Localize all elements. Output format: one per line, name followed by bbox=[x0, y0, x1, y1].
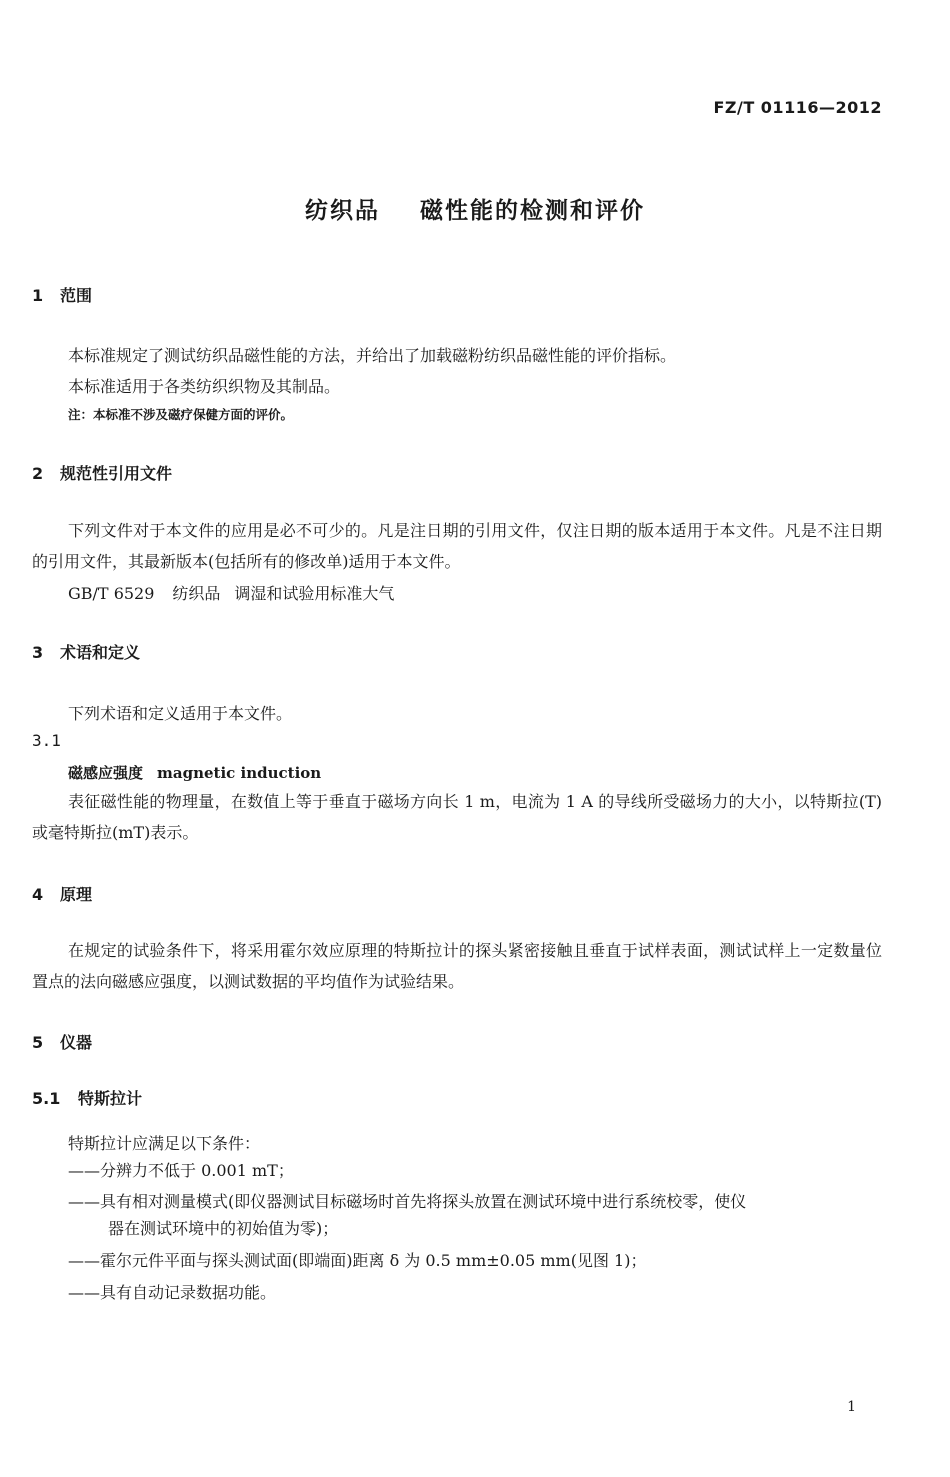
subsection-3-1-number: 3.1 bbox=[32, 731, 61, 750]
section-1-number: 1 bbox=[32, 286, 44, 305]
reference-code: GB/T 6529 bbox=[68, 584, 155, 603]
section-4-number: 4 bbox=[32, 885, 44, 904]
section-2-paragraph: 下列文件对于本文件的应用是必不可少的。凡是注日期的引用文件，仅注日期的版本适用于本文件。凡是不注日期的引用文件，其最新版本(包括所有的修改单)适用于本文件。 bbox=[32, 521, 882, 571]
term-definition: 表征磁性能的物理量，在数值上等于垂直于磁场方向长 1 m，电流为 1 A 的导线所受磁场力的大小，以特斯拉(T)或毫特斯拉(mT)表示。 bbox=[32, 792, 882, 842]
document-title bbox=[0, 192, 950, 225]
section-3-title: 术语和定义 bbox=[60, 643, 141, 662]
requirement-item-2-continued: 器在测试环境中的初始值为零)； bbox=[108, 1219, 339, 1238]
normative-reference bbox=[68, 581, 394, 604]
section-2-heading bbox=[32, 461, 172, 484]
section-3-heading bbox=[32, 640, 140, 663]
section-4-paragraph: 在规定的试验条件下，将采用霍尔效应原理的特斯拉计的探头紧密接触且垂直于试样表面，测试试样上一定数量位置点的法向磁感应强度，以测试数据的平均值作为试验结果。 bbox=[32, 941, 882, 991]
requirements-intro: 特斯拉计应满足以下条件： bbox=[68, 1134, 261, 1153]
title-part-2: 磁性能的检测和评价 bbox=[420, 198, 645, 224]
section-4-heading bbox=[32, 882, 92, 905]
requirement-item-1: ——分辨力不低于 0.001 mT； bbox=[68, 1161, 294, 1180]
section-1-heading bbox=[32, 283, 92, 306]
section-4-title: 原理 bbox=[60, 885, 93, 904]
page-number: 1 bbox=[847, 1399, 856, 1415]
section-2-number: 2 bbox=[32, 464, 44, 483]
subsection-5-1-title: 特斯拉计 bbox=[78, 1089, 143, 1108]
section-2-title: 规范性引用文件 bbox=[60, 464, 173, 483]
subsection-5-1-number: 5.1 bbox=[32, 1089, 61, 1108]
title-part-1: 纺织品 bbox=[305, 198, 380, 224]
standard-code: FZ/T 01116—2012 bbox=[713, 98, 882, 117]
section-5-title: 仪器 bbox=[60, 1033, 93, 1052]
section-1-note: 注：本标准不涉及磁疗保健方面的评价。 bbox=[68, 407, 294, 422]
section-1-title: 范围 bbox=[60, 286, 93, 305]
requirement-item-3: ——霍尔元件平面与探头测试面(即端面)距离 δ 为 0.5 mm±0.05 mm(见图 1)； bbox=[68, 1251, 647, 1270]
requirement-item-2: ——具有相对测量模式(即仪器测试目标磁场时首先将探头放置在测试环境中进行系统校零，使仪 bbox=[68, 1192, 747, 1211]
section-3-number: 3 bbox=[32, 643, 44, 662]
reference-title-part-1: 纺织品 bbox=[172, 584, 221, 603]
subsection-5-1-heading bbox=[32, 1086, 142, 1109]
term-chinese: 磁感应强度 bbox=[68, 764, 144, 782]
requirement-item-4: ——具有自动记录数据功能。 bbox=[68, 1283, 277, 1302]
section-5-heading bbox=[32, 1030, 92, 1053]
reference-title-part-2: 调湿和试验用标准大气 bbox=[234, 584, 395, 603]
section-1-paragraph-1: 本标准规定了测试纺织品磁性能的方法，并给出了加载磁粉纺织品磁性能的评价指标。 bbox=[68, 346, 677, 365]
term-entry bbox=[68, 762, 321, 783]
section-5-number: 5 bbox=[32, 1033, 44, 1052]
section-3-paragraph: 下列术语和定义适用于本文件。 bbox=[68, 704, 293, 723]
term-english: magnetic induction bbox=[157, 764, 322, 782]
section-1-paragraph-2: 本标准适用于各类纺织织物及其制品。 bbox=[68, 377, 341, 396]
